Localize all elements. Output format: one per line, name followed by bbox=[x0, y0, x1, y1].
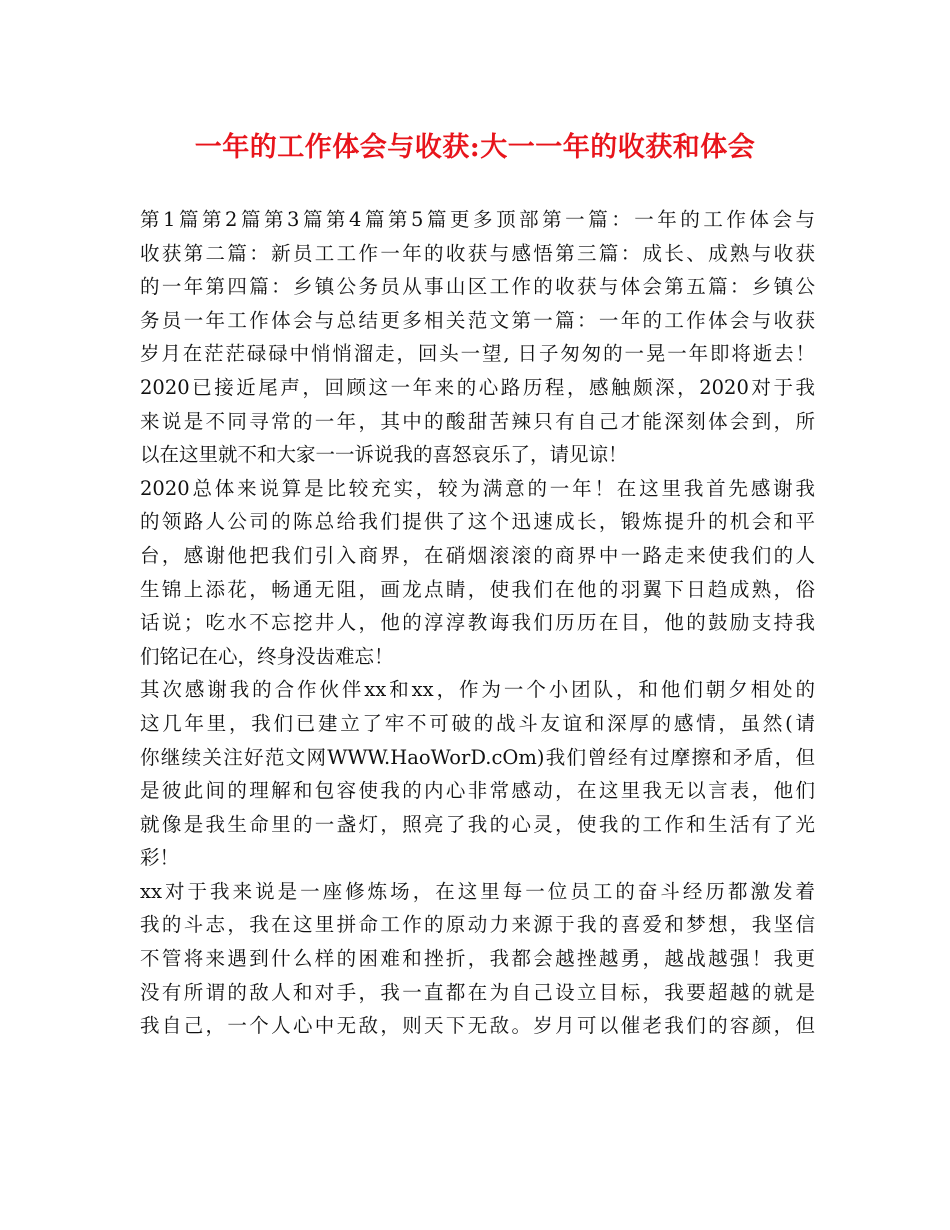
text-line: 是彼此间的理解和包容使我的内心非常感动，在这里我无以言表，他们 bbox=[140, 779, 815, 803]
text-line: 的一年第四篇：乡镇公务员从事山区工作的收获与体会第五篇：乡镇公 bbox=[140, 275, 815, 299]
text-line: 收获第二篇：新员工工作一年的收获与感悟第三篇：成长、成熟与收获 bbox=[140, 241, 815, 265]
text-line: 第1篇第2篇第3篇第4篇第5篇更多顶部第一篇：一年的工作体会与 bbox=[140, 208, 815, 231]
text-line: 来说是不同寻常的一年，其中的酸甜苦辣只有自己才能深刻体会到，所 bbox=[140, 409, 815, 433]
text-line: 务员一年工作体会与总结更多相关范文第一篇：一年的工作体会与收获 bbox=[140, 308, 815, 332]
text-line: 没有所谓的敌人和对手，我一直都在为自己设立目标，我要超越的就是 bbox=[140, 980, 815, 1004]
text-line: 我的斗志，我在这里拼命工作的原动力来源于我的喜爱和梦想，我坚信 bbox=[140, 913, 815, 937]
text-line: 不管将来遇到什么样的困难和挫折，我都会越挫越勇，越战越强！我更 bbox=[140, 947, 815, 971]
document-title: 一年的工作体会与收获:大一一年的收获和体会 bbox=[194, 132, 756, 163]
text-line: 生锦上添花，畅通无阻，画龙点睛，使我们在他的羽翼下日趋成熟，俗 bbox=[140, 577, 815, 601]
text-line: 就像是我生命里的一盏灯，照亮了我的心灵，使我的工作和生活有了光 bbox=[140, 812, 815, 836]
text-line: xx对于我来说是一座修炼场，在这里每一位员工的奋斗经历都激发着 bbox=[140, 879, 815, 903]
text-line: 岁月在茫茫碌碌中悄悄溜走，回头一望, 日子匆匆的一晃一年即将逝去！ bbox=[140, 342, 815, 366]
text-line: 2020总体来说算是比较充实，较为满意的一年！在这里我首先感谢我 bbox=[140, 476, 815, 500]
text-line: 我自己，一个人心中无敌，则天下无敌。岁月可以催老我们的容颜，但 bbox=[140, 1014, 815, 1038]
text-line: 的领路人公司的陈总给我们提供了这个迅速成长，锻炼提升的机会和平 bbox=[140, 510, 815, 534]
text-line: 2020已接近尾声，回顾这一年来的心路历程，感触颇深，2020对于我 bbox=[140, 375, 815, 399]
text-line: 台，感谢他把我们引入商界，在硝烟滚滚的商界中一路走来使我们的人 bbox=[140, 543, 815, 567]
text-line: 你继续关注好范文网WWW.HaoWorD.cOm)我们曾经有过摩擦和矛盾，但 bbox=[140, 745, 815, 769]
text-line: 以在这里就不和大家一一诉说我的喜怒哀乐了，请见谅！ bbox=[140, 443, 628, 467]
text-line: 话说；吃水不忘挖井人，他的淳淳教诲我们历历在目，他的鼓励支持我 bbox=[140, 611, 815, 635]
text-line: 这几年里，我们已建立了牢不可破的战斗友谊和深厚的感情，虽然(请 bbox=[140, 711, 815, 735]
text-line: 们铭记在心，终身没齿难忘！ bbox=[140, 644, 394, 668]
document-body bbox=[140, 203, 815, 1043]
text-line: 彩！ bbox=[140, 846, 180, 870]
text-line: 其次感谢我的合作伙伴xx和xx，作为一个小团队，和他们朝夕相处的 bbox=[140, 678, 815, 702]
